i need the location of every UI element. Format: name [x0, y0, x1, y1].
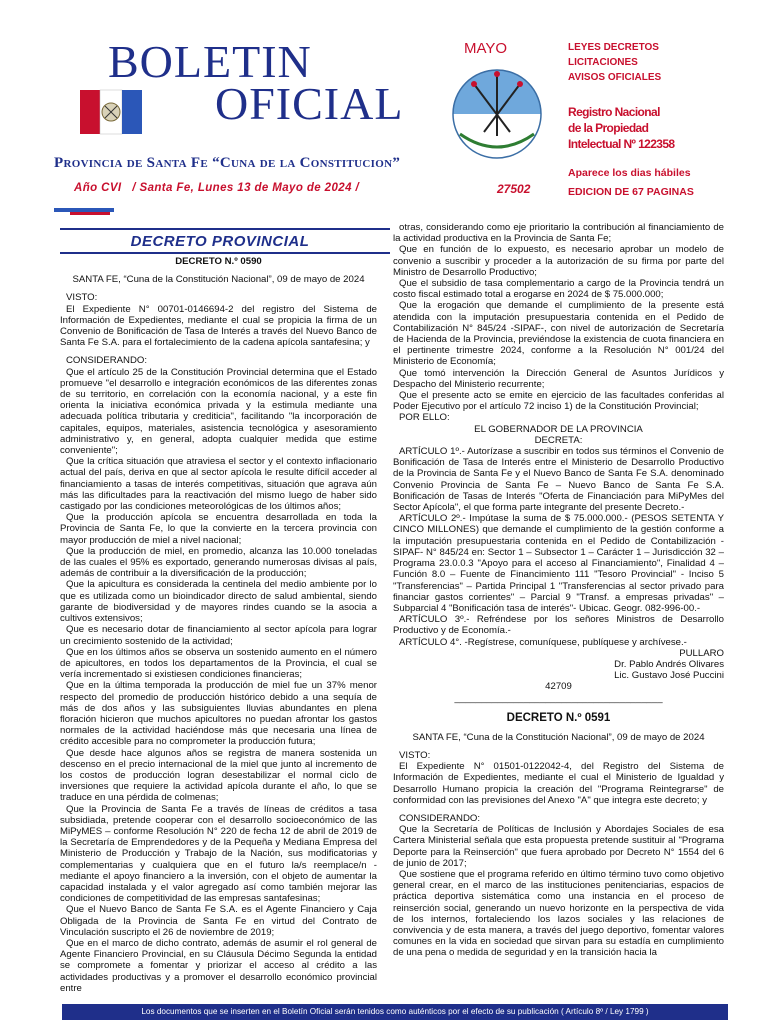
- header-decor-rule: [70, 212, 110, 215]
- paragraph: _______________________________________: [454, 692, 663, 704]
- spacer: [60, 285, 377, 292]
- paragraph: Que tomó intervención la Dirección General de Asuntos Jurídicos y Despacho del Ministerio recurrente;: [393, 367, 724, 390]
- masthead-title-line1: BOLETIN: [108, 36, 312, 87]
- registry-line: Registro Nacional: [568, 105, 660, 119]
- spacer: [60, 348, 377, 355]
- paragraph: DECRETO N.º 0591: [506, 711, 611, 724]
- paragraph: Que la producción apícola se encuentra desarrollada en toda la Provincia de Santa Fe, lo que la convierte en la tercera provincia con mayor producción de miel a nivel nacional;: [60, 512, 377, 546]
- paragraph: ARTÍCULO 2º.- Impútase la suma de $ 75.000.000.- (PESOS SETENTA Y CINCO MILLONES) que demande el cumplimiento de la gestión conforme a la imputación presupuestaria contenida en el Pedido de Contabilización -SIPAF- N° 845/24 en: Sector 1 – Subsector 1 – Carácter 1 – Jurisdicción 32 – Programa 23.0.0.3 "Apoyo para el acceso al Financiamiento", Finalidad 4 – Función 8.0 – Fuente de Financimiento 111 "Tesoro Provincial" - Inciso 5 "Transferencias" – Partida Principal 1 "Transferencias al sector privado para financiar gastos corrientes" – Parcial 9 "Transf. a empresas privadas" – Subparcial 4 "Bonificación tasa de interés"- Ubicac. Geogr. 082-996-00.-: [393, 513, 724, 614]
- province-flag-icon: [78, 82, 144, 142]
- paragraph: Lic. Gustavo José Puccini: [614, 670, 724, 682]
- paragraph: ARTÍCULO 4°. -Regístrese, comuníquese, publíquese y archívese.-: [399, 636, 687, 648]
- spacer: [393, 806, 724, 813]
- paragraph: Que en los últimos años se observa un sostenido aumento en el número de apicultores, en todos los departamentos de la Provincia, el cual se vería incrementado si existiesen condiciones financieras;: [60, 646, 377, 681]
- paragraph: POR ELLO:: [399, 412, 450, 424]
- spacer: [393, 704, 724, 711]
- paragraph: Que es necesario dotar de financiamiento al sector apícola para lograr un crecimiento sostenido de la actividad;: [60, 624, 377, 647]
- left-column: [60, 256, 377, 994]
- spacer: [393, 743, 724, 750]
- date-line: Año CVI / Santa Fe, Lunes 13 de Mayo de 2024 /: [74, 182, 360, 194]
- coat-of-arms-icon: [440, 58, 554, 162]
- paragraph: Que el subsidio de tasa complementario a cargo de la Provincia tendrá un costo fiscal estimado total a erogarse en 2024 de $ 75.000.000;: [393, 278, 724, 301]
- paragraph: El Expediente N° 01501-0122042-4, del Registro del Sistema de Información de Expedientes, mediante el cual el Ministerio de Igualdad y Desarrollo Humano propicia la creación del "Programa Reintegrarse" de conformidad con las previsiones del Anexo "A" que integra este decreto; y: [393, 761, 724, 806]
- paragraph: Que desde hace algunos años se registra de manera sostenida un descenso en el precio internacional de la miel que junto al incremento de los costos de producción logran desestabilizar el normal ciclo de inversiones que requiere la actividad apícola durante el año, lo que se traduce en una pérdida de colmenas;: [60, 747, 377, 804]
- paragraph: DECRETO N.º 0590: [175, 256, 262, 267]
- paragraph: PULLARO: [679, 647, 724, 659]
- paragraph: SANTA FE, “Cuna de la Constitución Nacional”, 09 de mayo de 2024: [72, 274, 365, 286]
- spacer: [60, 267, 377, 274]
- section-title: DECRETO PROVINCIAL: [130, 233, 310, 250]
- paragraph: otras, considerando como eje prioritario la contribución al financiamiento de la actividad productiva en la Provincia de Santa Fe;: [393, 222, 724, 245]
- registry-info: [568, 104, 675, 152]
- paragraph: CONSIDERANDO:: [66, 355, 148, 367]
- paragraph: VISTO:: [66, 292, 98, 304]
- paragraph: Que la crítica situación que atraviesa el sector y el contexto inflacionario actual del país, deriva en que al sector apícola le resulte difícil acceder al financiamiento a tasas de interés competitivas, situación que agrava aún más las dificultades para la reactivación del mismo luego de haber sido castigado por las condiciones meteorológicas de los últimos años;: [60, 456, 377, 513]
- paragraph: Dr. Pablo Andrés Olivares: [614, 658, 724, 670]
- section-list-item: AVISOS OFICIALES: [568, 72, 662, 83]
- paragraph: VISTO:: [399, 749, 431, 761]
- paragraph: Que la erogación que demande el cumplimiento de la presente está atendida con la imputación presupuestaria contenida en el Pedido de Contabilización N° 845/24 -SIPAF-, con nivel de autorización de Secretaría de Hacienda de la Provincia, previéndose la existencia de cuota financiera en el pertinente trimestre 2024, conforme a la Resolución N° 001/24 del Ministerio de Economía;: [393, 300, 724, 368]
- appears-note: Aparece los dias hábiles: [568, 167, 691, 179]
- paragraph: CONSIDERANDO:: [399, 812, 481, 824]
- paragraph: Que sostiene que el programa referido en último término tuvo como objetivo general crear, en el marco de las instituciones penitenciarias, espacios de práctica deportiva sistemática como una instancia en el proceso de reinserción social, generando un nuevo horizonte en la perspectiva de vida de los internos, fortaleciendo los lazos sociales y las relaciones de convivencia y de esta manera, a través del juego deportivo, fomentar valores comunes en la vida en sociedad que sirvan para su estadía en cumplimiento de una pena o medida de seguridad y en la transición hacia la: [393, 868, 724, 959]
- footer-note: Los documentos que se inserten en el Boletín Oficial serán tenidos como auténticos por el efecto de su publicación ( Artículo 8º / Ley 1799 ): [62, 1004, 728, 1020]
- paragraph: Que en función de lo expuesto, es necesario aprobar un modelo de convenio a suscribir y proceder a la autorización de su firma por parte del Ministro de Desarrollo Productivo;: [393, 244, 724, 278]
- paragraph: ARTÍCULO 1º.- Autorízase a suscribir en todos sus términos el Convenio de Bonificación de Tasa de Interés entre el Ministerio de Desarrollo Productivo de la Provincia de Santa Fe y el Nuevo Banco de Santa Fe S.A. denominado Convenio Provincia de Santa Fe – Nuevo Banco de Santa Fe S.A. Bonificación de Tasas de Interés "Oferta de Financiación para MiPyMes del Sector Apícola", el que forma parte integrante del presente Decreto.-: [393, 446, 724, 514]
- paragraph: Que el presente acto se emite en ejercicio de las facultades conferidas al Poder Ejecutivo por el artículo 72 inciso 1) de la Constitución Provincial;: [393, 390, 724, 413]
- paragraph: Que el Nuevo Banco de Santa Fe S.A. es el Agente Financiero y Caja Obligada de la Provincia de Santa Fe en virtud del Contrato de Vinculación suscripto el 26 de noviembre de 2019;: [60, 904, 377, 938]
- issue-number: 27502: [497, 182, 531, 196]
- masthead-title-line2: OFICIAL: [215, 78, 404, 129]
- month-label: MAYO: [464, 40, 508, 57]
- registry-line: Intelectual Nº 122358: [568, 137, 675, 151]
- paragraph: EL GOBERNADOR DE LA PROVINCIA: [474, 423, 643, 435]
- section-rule-top: [60, 228, 390, 230]
- paragraph: SANTA FE, “Cuna de la Constitución Nacional”, 09 de mayo de 2024: [412, 731, 705, 743]
- spacer: [393, 725, 724, 732]
- paragraph: Que el artículo 25 de la Constitución Provincial determina que el Estado promueve "el desarrollo e integración económicos de las diferentes zonas de su territorio, en correlación con la economía nacional, y a este fin orienta la iniciativa económica privada y la estimula mediante una adecuada política tributaria y crediticia", facilitando "la incorporación de capitales, equipos, materiales, asistencia tecnológica y asesoramiento administrativo y, en general, adopta cualquier medida que estime conveniente";: [60, 366, 377, 457]
- edition-info: EDICION DE 67 PAGINAS: [568, 186, 694, 198]
- paragraph: Que la Provincia de Santa Fe a través de líneas de créditos a tasa subsidiada, pretende cooperar con el desarrollo socioeconómico de las MiPyMES – conforme Resolución N° 220 de fecha 12 de abril de 2019 de la Secretaría de Emprendedores y de la Pequeña y Mediana Empresa del Ministerio de Producción y Trabajo de la Nación, sus modificatorias y complementarias y cualquiera que en el futuro la/s reemplace/n - mediante el apoyo financiero a la inversión, con el objeto de aumentar la capacidad instalada y el valor agregado así como también mejorar las condiciones de competitividad de las empresas santafesinas;: [60, 803, 377, 905]
- paragraph: ARTÍCULO 3º.- Refréndese por los señores Ministros de Desarrollo Productivo y de Economía.-: [393, 614, 724, 637]
- paragraph: Que en el marco de dicho contrato, además de asumir el rol general de Agente Financiero Provincial, en su Cláusula Décimo Segunda la entidad se compromete a fomentar y priorizar el acceso al crédito a las actividades productivas y a promover el desarrollo económico provincial entre: [60, 937, 377, 994]
- section-rule-bottom: [60, 252, 390, 254]
- paragraph: Que en la última temporada la producción de miel fue un 37% menor respecto del promedio de producción histórico debido a una sequía de más de dos años y las subsiguientes lluvias abundantes en plena floración hicieron que muchos apicultores no puedan afrontar los gastos normales de la actividad haciéndose más que necesaria una línea de crédito accesible para no comprometer la producción futura;: [60, 680, 377, 748]
- paragraph: Que la apicultura es considerada la centinela del medio ambiente por lo que es utilizada como un bioindicador directo de salud ambiental, siendo garante de biodiversidad y de mayores rindes cuando se la asocia a cultivos extensivos;: [60, 579, 377, 625]
- province-name: Provincia de Santa Fe “Cuna de la Constitucion”: [54, 155, 401, 171]
- section-list-item: LEYES DECRETOS: [568, 42, 659, 53]
- section-list: [568, 40, 661, 85]
- paragraph: Que la producción de miel, en promedio, alcanza las 10.000 toneladas de las cuales el 95% es exportado, generando numerosas divisas al país, además de contribuir a la diversificación de la producción;: [60, 545, 377, 580]
- registry-line: de la Propiedad: [568, 121, 649, 135]
- paragraph: El Expediente N° 00701-0146694-2 del registro del Sistema de Información de Expedientes, mediante el cual se propicia la firma de un Convenio de Bonificación de Tasa de Interés a través del Nuevo Banco de Santa Fe S.A. para el fortalecimiento de la cadena apícola santafesina; y: [60, 303, 377, 349]
- paragraph: 42709: [545, 681, 572, 693]
- paragraph: DECRETA:: [534, 434, 583, 446]
- right-column: [393, 222, 724, 959]
- paragraph: Que la Secretaría de Políticas de Inclusión y Abordajes Sociales de esa Cartera Ministerial señala que esta propuesta pretende sustituir al "Programa Deporte para la Reinserción" que fuera aprobado por Decreto N° 1554 del 6 de junio de 2017;: [393, 824, 724, 869]
- section-list-item: LICITACIONES: [568, 57, 638, 68]
